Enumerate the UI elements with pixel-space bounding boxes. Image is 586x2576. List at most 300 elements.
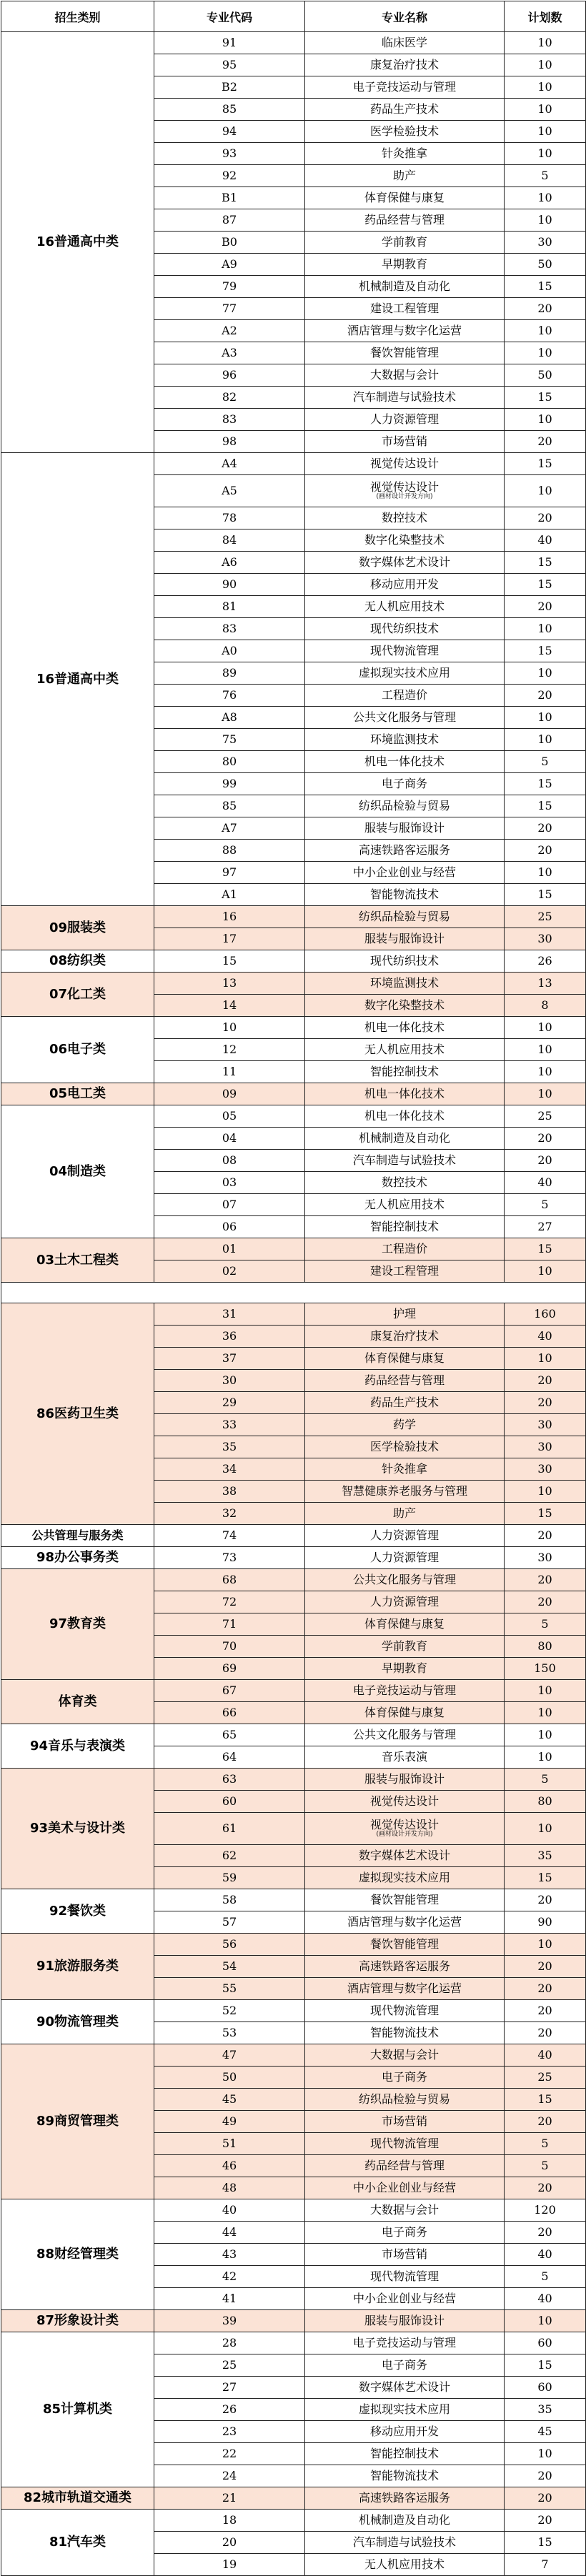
code-cell: 34 <box>154 1458 305 1481</box>
plan-count-cell: 20 <box>505 2510 586 2532</box>
major-name-cell: 工程造价 <box>305 1238 505 1260</box>
plan-count-cell: 7 <box>505 2554 586 2576</box>
major-name-cell: 体育保健与康复 <box>305 187 505 209</box>
code-cell: 38 <box>154 1481 305 1503</box>
code-cell: 96 <box>154 364 305 387</box>
plan-count-cell: 5 <box>505 2266 586 2288</box>
category-cell: 85计算机类 <box>1 2332 154 2487</box>
major-name-cell: 数控技术 <box>305 1172 505 1194</box>
major-name-cell: 机械制造及自动化 <box>305 1128 505 1150</box>
major-name-cell: 餐饮智能管理 <box>305 1934 505 1956</box>
major-name-cell: 电子商务 <box>305 773 505 795</box>
major-name-cell: 早期教育 <box>305 1658 505 1680</box>
table-row <box>1 1017 586 1039</box>
major-name-cell: 中小企业创业与经营 <box>305 2177 505 2199</box>
major-name-cell: 无人机应用技术 <box>305 1039 505 1061</box>
code-cell: 08 <box>154 1150 305 1172</box>
category-cell: 98办公事务类 <box>1 1547 154 1569</box>
major-name-cell: 服装与服饰设计 <box>305 1769 505 1791</box>
code-cell: 59 <box>154 1867 305 1889</box>
major-name-cell: 现代物流管理 <box>305 2133 505 2155</box>
plan-count-cell: 45 <box>505 2421 586 2443</box>
code-cell: 26 <box>154 2399 305 2421</box>
major-name-cell: 数控技术 <box>305 507 505 529</box>
major-name-direction: (画材设计开发方向) <box>376 492 433 500</box>
code-cell: A1 <box>154 884 305 906</box>
plan-count-cell: 15 <box>505 387 586 409</box>
major-name-cell: 酒店管理与数字化运营 <box>305 1978 505 2000</box>
plan-count-cell: 15 <box>505 773 586 795</box>
category-cell: 91旅游服务类 <box>1 1934 154 2000</box>
plan-count-cell: 25 <box>505 2067 586 2089</box>
major-name-cell: 纺织品检验与贸易 <box>305 795 505 817</box>
code-cell: 16 <box>154 906 305 928</box>
code-cell: A4 <box>154 453 305 475</box>
category-cell: 81汽车类 <box>1 2510 154 2576</box>
separator-cell <box>1 1283 586 1303</box>
major-name-cell: 现代纺织技术 <box>305 618 505 640</box>
header-code: 专业代码 <box>154 1 305 32</box>
major-name-cell: 中小企业创业与经营 <box>305 862 505 884</box>
plan-count-cell: 10 <box>505 1702 586 1724</box>
code-cell: 23 <box>154 2421 305 2443</box>
plan-count-cell: 10 <box>505 1039 586 1061</box>
major-name-cell: 服装与服饰设计 <box>305 928 505 950</box>
major-name-cell: 数字媒体艺术设计 <box>305 1845 505 1867</box>
code-cell: 95 <box>154 54 305 76</box>
major-name-cell: 智能控制技术 <box>305 2443 505 2465</box>
plan-count-cell: 15 <box>505 884 586 906</box>
plan-count-cell: 10 <box>505 99 586 121</box>
major-name-cell: 高速铁路客运服务 <box>305 840 505 862</box>
code-cell: 73 <box>154 1547 305 1569</box>
code-cell: 27 <box>154 2377 305 2399</box>
code-cell: A8 <box>154 707 305 729</box>
code-cell: 25 <box>154 2354 305 2377</box>
major-name-cell: 智能控制技术 <box>305 1061 505 1083</box>
plan-count-cell: 5 <box>505 751 586 773</box>
major-name-cell: 汽车制造与试验技术 <box>305 2532 505 2554</box>
header-category: 招生类别 <box>1 1 154 32</box>
plan-count-cell: 10 <box>505 342 586 364</box>
plan-count-cell: 26 <box>505 950 586 973</box>
major-name-cell: 大数据与会计 <box>305 2199 505 2222</box>
table-row <box>1 1525 586 1547</box>
code-cell: 79 <box>154 276 305 298</box>
code-cell: 90 <box>154 574 305 596</box>
code-cell: 94 <box>154 121 305 143</box>
major-name-cell: 电子商务 <box>305 2222 505 2244</box>
plan-count-cell: 5 <box>505 1194 586 1216</box>
major-name-cell: 临床医学 <box>305 32 505 54</box>
table-row <box>1 2487 586 2510</box>
code-cell: 13 <box>154 973 305 995</box>
major-name-cell: 现代纺织技术 <box>305 950 505 973</box>
plan-count-cell: 20 <box>505 1569 586 1591</box>
category-cell: 92餐饮类 <box>1 1889 154 1934</box>
plan-count-cell: 80 <box>505 1791 586 1813</box>
code-cell: 75 <box>154 729 305 751</box>
major-name-cell: 无人机应用技术 <box>305 596 505 618</box>
category-cell: 86医药卫生类 <box>1 1303 154 1525</box>
code-cell: 47 <box>154 2044 305 2067</box>
plan-count-cell: 20 <box>505 2177 586 2199</box>
plan-count-cell: 15 <box>505 2532 586 2554</box>
code-cell: 09 <box>154 1083 305 1105</box>
major-name-cell: 服装与服饰设计 <box>305 817 505 840</box>
plan-count-cell: 10 <box>505 1061 586 1083</box>
code-cell: A7 <box>154 817 305 840</box>
major-name-cell: 电子竞技运动与管理 <box>305 2332 505 2354</box>
category-cell: 94音乐与表演类 <box>1 1724 154 1769</box>
major-name-cell: 药学 <box>305 1414 505 1436</box>
plan-count-cell: 5 <box>505 165 586 187</box>
code-cell: 06 <box>154 1216 305 1238</box>
category-cell: 93美术与设计类 <box>1 1769 154 1889</box>
plan-count-cell: 25 <box>505 906 586 928</box>
major-name-cell: 药品经营与管理 <box>305 2155 505 2177</box>
code-cell: 71 <box>154 1613 305 1636</box>
major-name-cell: 移动应用开发 <box>305 2421 505 2443</box>
code-cell: 83 <box>154 618 305 640</box>
plan-count-cell: 40 <box>505 2244 586 2266</box>
major-name-cell: 数字化染整技术 <box>305 529 505 552</box>
major-name-cell: 环境监测技术 <box>305 729 505 751</box>
category-cell: 体育类 <box>1 1680 154 1724</box>
category-cell: 87形象设计类 <box>1 2310 154 2332</box>
plan-count-cell: 60 <box>505 2377 586 2399</box>
plan-count-cell: 10 <box>505 54 586 76</box>
major-name-cell: 智能物流技术 <box>305 2022 505 2044</box>
major-name-cell: 医学检验技术 <box>305 1436 505 1458</box>
major-name-cell: 数字化染整技术 <box>305 995 505 1017</box>
plan-count-cell: 35 <box>505 2399 586 2421</box>
category-cell: 90物流管理类 <box>1 2000 154 2044</box>
code-cell: 19 <box>154 2554 305 2576</box>
plan-count-cell: 10 <box>505 187 586 209</box>
plan-count-cell: 27 <box>505 1216 586 1238</box>
major-name-cell: 酒店管理与数字化运营 <box>305 1911 505 1934</box>
code-cell: 53 <box>154 2022 305 2044</box>
code-cell: 80 <box>154 751 305 773</box>
plan-count-cell: 160 <box>505 1303 586 1326</box>
plan-count-cell: 10 <box>505 209 586 232</box>
major-name-cell: 人力资源管理 <box>305 1525 505 1547</box>
code-cell: 97 <box>154 862 305 884</box>
code-cell: 05 <box>154 1105 305 1128</box>
code-cell: 11 <box>154 1061 305 1083</box>
major-name-cell: 虚拟现实技术应用 <box>305 2399 505 2421</box>
major-name-cell: 学前教育 <box>305 1636 505 1658</box>
code-cell: 29 <box>154 1392 305 1414</box>
separator-row <box>1 1283 586 1303</box>
code-cell: 49 <box>154 2111 305 2133</box>
code-cell: 46 <box>154 2155 305 2177</box>
plan-count-cell: 10 <box>505 1017 586 1039</box>
major-name-cell: 药品经营与管理 <box>305 1370 505 1392</box>
major-name-direction: (画材设计开发方向) <box>376 1830 433 1838</box>
code-cell: 98 <box>154 431 305 453</box>
plan-count-cell: 20 <box>505 298 586 320</box>
code-cell: 01 <box>154 1238 305 1260</box>
code-cell: 07 <box>154 1194 305 1216</box>
plan-count-cell: 20 <box>505 2465 586 2487</box>
code-cell: 35 <box>154 1436 305 1458</box>
plan-count-cell: 20 <box>505 2000 586 2022</box>
plan-count-cell: 10 <box>505 729 586 751</box>
code-cell: 57 <box>154 1911 305 1934</box>
plan-count-cell: 35 <box>505 1845 586 1867</box>
plan-count-cell: 30 <box>505 1458 586 1481</box>
code-cell: 17 <box>154 928 305 950</box>
code-cell: 91 <box>154 32 305 54</box>
code-cell: A0 <box>154 640 305 662</box>
major-name-cell: 视觉传达设计 <box>305 453 505 475</box>
code-cell: 36 <box>154 1326 305 1348</box>
category-cell: 05电工类 <box>1 1083 154 1105</box>
code-cell: 82 <box>154 387 305 409</box>
plan-count-cell: 10 <box>505 1746 586 1769</box>
major-name-cell: 电子竞技运动与管理 <box>305 1680 505 1702</box>
plan-count-cell: 10 <box>505 475 586 507</box>
category-cell: 06电子类 <box>1 1017 154 1083</box>
code-cell: 81 <box>154 596 305 618</box>
plan-count-cell: 8 <box>505 995 586 1017</box>
plan-count-cell: 20 <box>505 596 586 618</box>
major-name-cell: 康复治疗技术 <box>305 1326 505 1348</box>
table-row <box>1 1889 586 1911</box>
plan-count-cell: 30 <box>505 232 586 254</box>
plan-count-cell: 20 <box>505 431 586 453</box>
plan-count-cell: 15 <box>505 453 586 475</box>
code-cell: A9 <box>154 254 305 276</box>
major-name-cell: 工程造价 <box>305 685 505 707</box>
major-name-cell: 音乐表演 <box>305 1746 505 1769</box>
code-cell: 18 <box>154 2510 305 2532</box>
table-row <box>1 973 586 995</box>
plan-count-cell: 20 <box>505 1150 586 1172</box>
code-cell: 66 <box>154 1702 305 1724</box>
code-cell: A3 <box>154 342 305 364</box>
major-name-cell: 中小企业创业与经营 <box>305 2288 505 2310</box>
major-name-cell: 大数据与会计 <box>305 2044 505 2067</box>
code-cell: 50 <box>154 2067 305 2089</box>
major-name-cell: 建设工程管理 <box>305 298 505 320</box>
plan-count-cell: 15 <box>505 2354 586 2377</box>
plan-count-cell: 10 <box>505 1813 586 1845</box>
code-cell: 84 <box>154 529 305 552</box>
plan-count-cell: 10 <box>505 1260 586 1283</box>
code-cell: B0 <box>154 232 305 254</box>
plan-count-cell: 40 <box>505 529 586 552</box>
major-name-cell: 医学检验技术 <box>305 121 505 143</box>
plan-count-cell: 40 <box>505 1172 586 1194</box>
major-name-cell: 人力资源管理 <box>305 1547 505 1569</box>
major-name-cell: 药品经营与管理 <box>305 209 505 232</box>
code-cell: 31 <box>154 1303 305 1326</box>
code-cell: 33 <box>154 1414 305 1436</box>
table-row <box>1 1680 586 1702</box>
major-name-cell: 现代物流管理 <box>305 2000 505 2022</box>
plan-count-cell: 20 <box>505 1956 586 1978</box>
plan-count-cell: 20 <box>505 1370 586 1392</box>
header-major-name: 专业名称 <box>305 1 505 32</box>
code-cell: 93 <box>154 143 305 165</box>
code-cell: 72 <box>154 1591 305 1613</box>
major-name-cell: 现代物流管理 <box>305 640 505 662</box>
code-cell: 37 <box>154 1348 305 1370</box>
table-row <box>1 2310 586 2332</box>
code-cell: 54 <box>154 1956 305 1978</box>
category-cell: 07化工类 <box>1 973 154 1017</box>
major-name-cell: 早期教育 <box>305 254 505 276</box>
plan-count-cell: 15 <box>505 1503 586 1525</box>
major-name-cell: 现代物流管理 <box>305 2266 505 2288</box>
plan-count-cell: 15 <box>505 276 586 298</box>
code-cell: 76 <box>154 685 305 707</box>
plan-count-cell: 15 <box>505 640 586 662</box>
category-cell: 97教育类 <box>1 1569 154 1680</box>
major-name-cell: 数字媒体艺术设计 <box>305 552 505 574</box>
plan-count-cell: 20 <box>505 2111 586 2133</box>
major-name-cell: 电子竞技运动与管理 <box>305 76 505 99</box>
header-row <box>1 1 586 32</box>
major-name-cell: 体育保健与康复 <box>305 1613 505 1636</box>
plan-count-cell: 10 <box>505 143 586 165</box>
code-cell: 04 <box>154 1128 305 1150</box>
major-name-cell: 公共文化服务与管理 <box>305 1724 505 1746</box>
code-cell: 15 <box>154 950 305 973</box>
major-name-cell: 服装与服饰设计 <box>305 2310 505 2332</box>
plan-count-cell: 15 <box>505 795 586 817</box>
code-cell: 68 <box>154 1569 305 1591</box>
category-cell: 16普通高中类 <box>1 453 154 906</box>
plan-count-cell: 20 <box>505 840 586 862</box>
table-row <box>1 32 586 54</box>
plan-count-cell: 5 <box>505 1769 586 1791</box>
code-cell: 20 <box>154 2532 305 2554</box>
category-cell: 08纺织类 <box>1 950 154 973</box>
major-name-cell: 机电一体化技术 <box>305 1017 505 1039</box>
plan-count-cell: 10 <box>505 662 586 685</box>
major-name-cell: 助产 <box>305 165 505 187</box>
code-cell: 10 <box>154 1017 305 1039</box>
code-cell: 83 <box>154 409 305 431</box>
code-cell: 63 <box>154 1769 305 1791</box>
code-cell: 67 <box>154 1680 305 1702</box>
code-cell: 43 <box>154 2244 305 2266</box>
code-cell: 88 <box>154 840 305 862</box>
major-name-cell: 公共文化服务与管理 <box>305 707 505 729</box>
code-cell: 64 <box>154 1746 305 1769</box>
plan-count-cell: 50 <box>505 254 586 276</box>
code-cell: 58 <box>154 1889 305 1911</box>
major-name-cell: 酒店管理与数字化运营 <box>305 320 505 342</box>
code-cell: B2 <box>154 76 305 99</box>
category-cell: 88财经管理类 <box>1 2199 154 2310</box>
plan-count-cell: 5 <box>505 1613 586 1636</box>
major-name-cell: 虚拟现实技术应用 <box>305 1867 505 1889</box>
major-name-cell: 视觉传达设计 <box>305 1791 505 1813</box>
major-name-cell: 机电一体化技术 <box>305 751 505 773</box>
category-cell: 09服装类 <box>1 906 154 950</box>
plan-count-cell: 10 <box>505 1934 586 1956</box>
table-row <box>1 1238 586 1260</box>
major-name-cell: 智能物流技术 <box>305 2465 505 2487</box>
plan-count-cell: 30 <box>505 928 586 950</box>
plan-count-cell: 20 <box>505 1889 586 1911</box>
plan-count-cell: 40 <box>505 2044 586 2067</box>
major-name-main: 视觉传达设计 <box>369 1817 439 1831</box>
plan-count-cell: 10 <box>505 2443 586 2465</box>
plan-count-cell: 15 <box>505 1867 586 1889</box>
major-name-cell: 智能控制技术 <box>305 1216 505 1238</box>
header-plan-count: 计划数 <box>505 1 586 32</box>
plan-count-cell: 10 <box>505 862 586 884</box>
plan-count-cell: 60 <box>505 2332 586 2354</box>
plan-count-cell: 10 <box>505 76 586 99</box>
code-cell: 77 <box>154 298 305 320</box>
plan-count-cell: 20 <box>505 817 586 840</box>
category-cell: 82城市轨道交通类 <box>1 2487 154 2510</box>
major-name-main: 视觉传达设计 <box>369 479 439 494</box>
major-name-cell: 餐饮智能管理 <box>305 342 505 364</box>
plan-count-cell: 20 <box>505 1591 586 1613</box>
code-cell: A5 <box>154 475 305 507</box>
major-name-cell: 药品生产技术 <box>305 1392 505 1414</box>
code-cell: 87 <box>154 209 305 232</box>
plan-count-cell: 20 <box>505 2487 586 2510</box>
code-cell: 28 <box>154 2332 305 2354</box>
plan-count-cell: 20 <box>505 507 586 529</box>
enrollment-plan-table <box>1 1 586 2576</box>
code-cell: 74 <box>154 1525 305 1547</box>
plan-count-cell: 10 <box>505 707 586 729</box>
plan-count-cell: 20 <box>505 2222 586 2244</box>
table-row <box>1 1569 586 1591</box>
plan-count-cell: 10 <box>505 121 586 143</box>
code-cell: 41 <box>154 2288 305 2310</box>
major-name-cell: 高速铁路客运服务 <box>305 1956 505 1978</box>
major-name-cell: 汽车制造与试验技术 <box>305 1150 505 1172</box>
table-row <box>1 2510 586 2532</box>
major-name-cell: 针灸推拿 <box>305 143 505 165</box>
major-name-cell: 体育保健与康复 <box>305 1702 505 1724</box>
plan-count-cell: 150 <box>505 1658 586 1680</box>
code-cell: 85 <box>154 795 305 817</box>
code-cell: 92 <box>154 165 305 187</box>
table-row <box>1 1303 586 1326</box>
plan-count-cell: 30 <box>505 1436 586 1458</box>
major-name-cell: 学前教育 <box>305 232 505 254</box>
major-name-cell: 公共文化服务与管理 <box>305 1569 505 1591</box>
major-name-cell: 无人机应用技术 <box>305 1194 505 1216</box>
code-cell: 42 <box>154 2266 305 2288</box>
major-name-cell: 机械制造及自动化 <box>305 276 505 298</box>
table-row <box>1 2000 586 2022</box>
table-row <box>1 906 586 928</box>
plan-count-cell: 20 <box>505 2022 586 2044</box>
plan-count-cell: 15 <box>505 552 586 574</box>
plan-count-cell: 50 <box>505 364 586 387</box>
plan-count-cell: 20 <box>505 1128 586 1150</box>
plan-count-cell: 10 <box>505 1083 586 1105</box>
code-cell: 51 <box>154 2133 305 2155</box>
plan-count-cell: 40 <box>505 2288 586 2310</box>
code-cell: 65 <box>154 1724 305 1746</box>
major-name-cell: 纺织品检验与贸易 <box>305 2089 505 2111</box>
code-cell: 12 <box>154 1039 305 1061</box>
